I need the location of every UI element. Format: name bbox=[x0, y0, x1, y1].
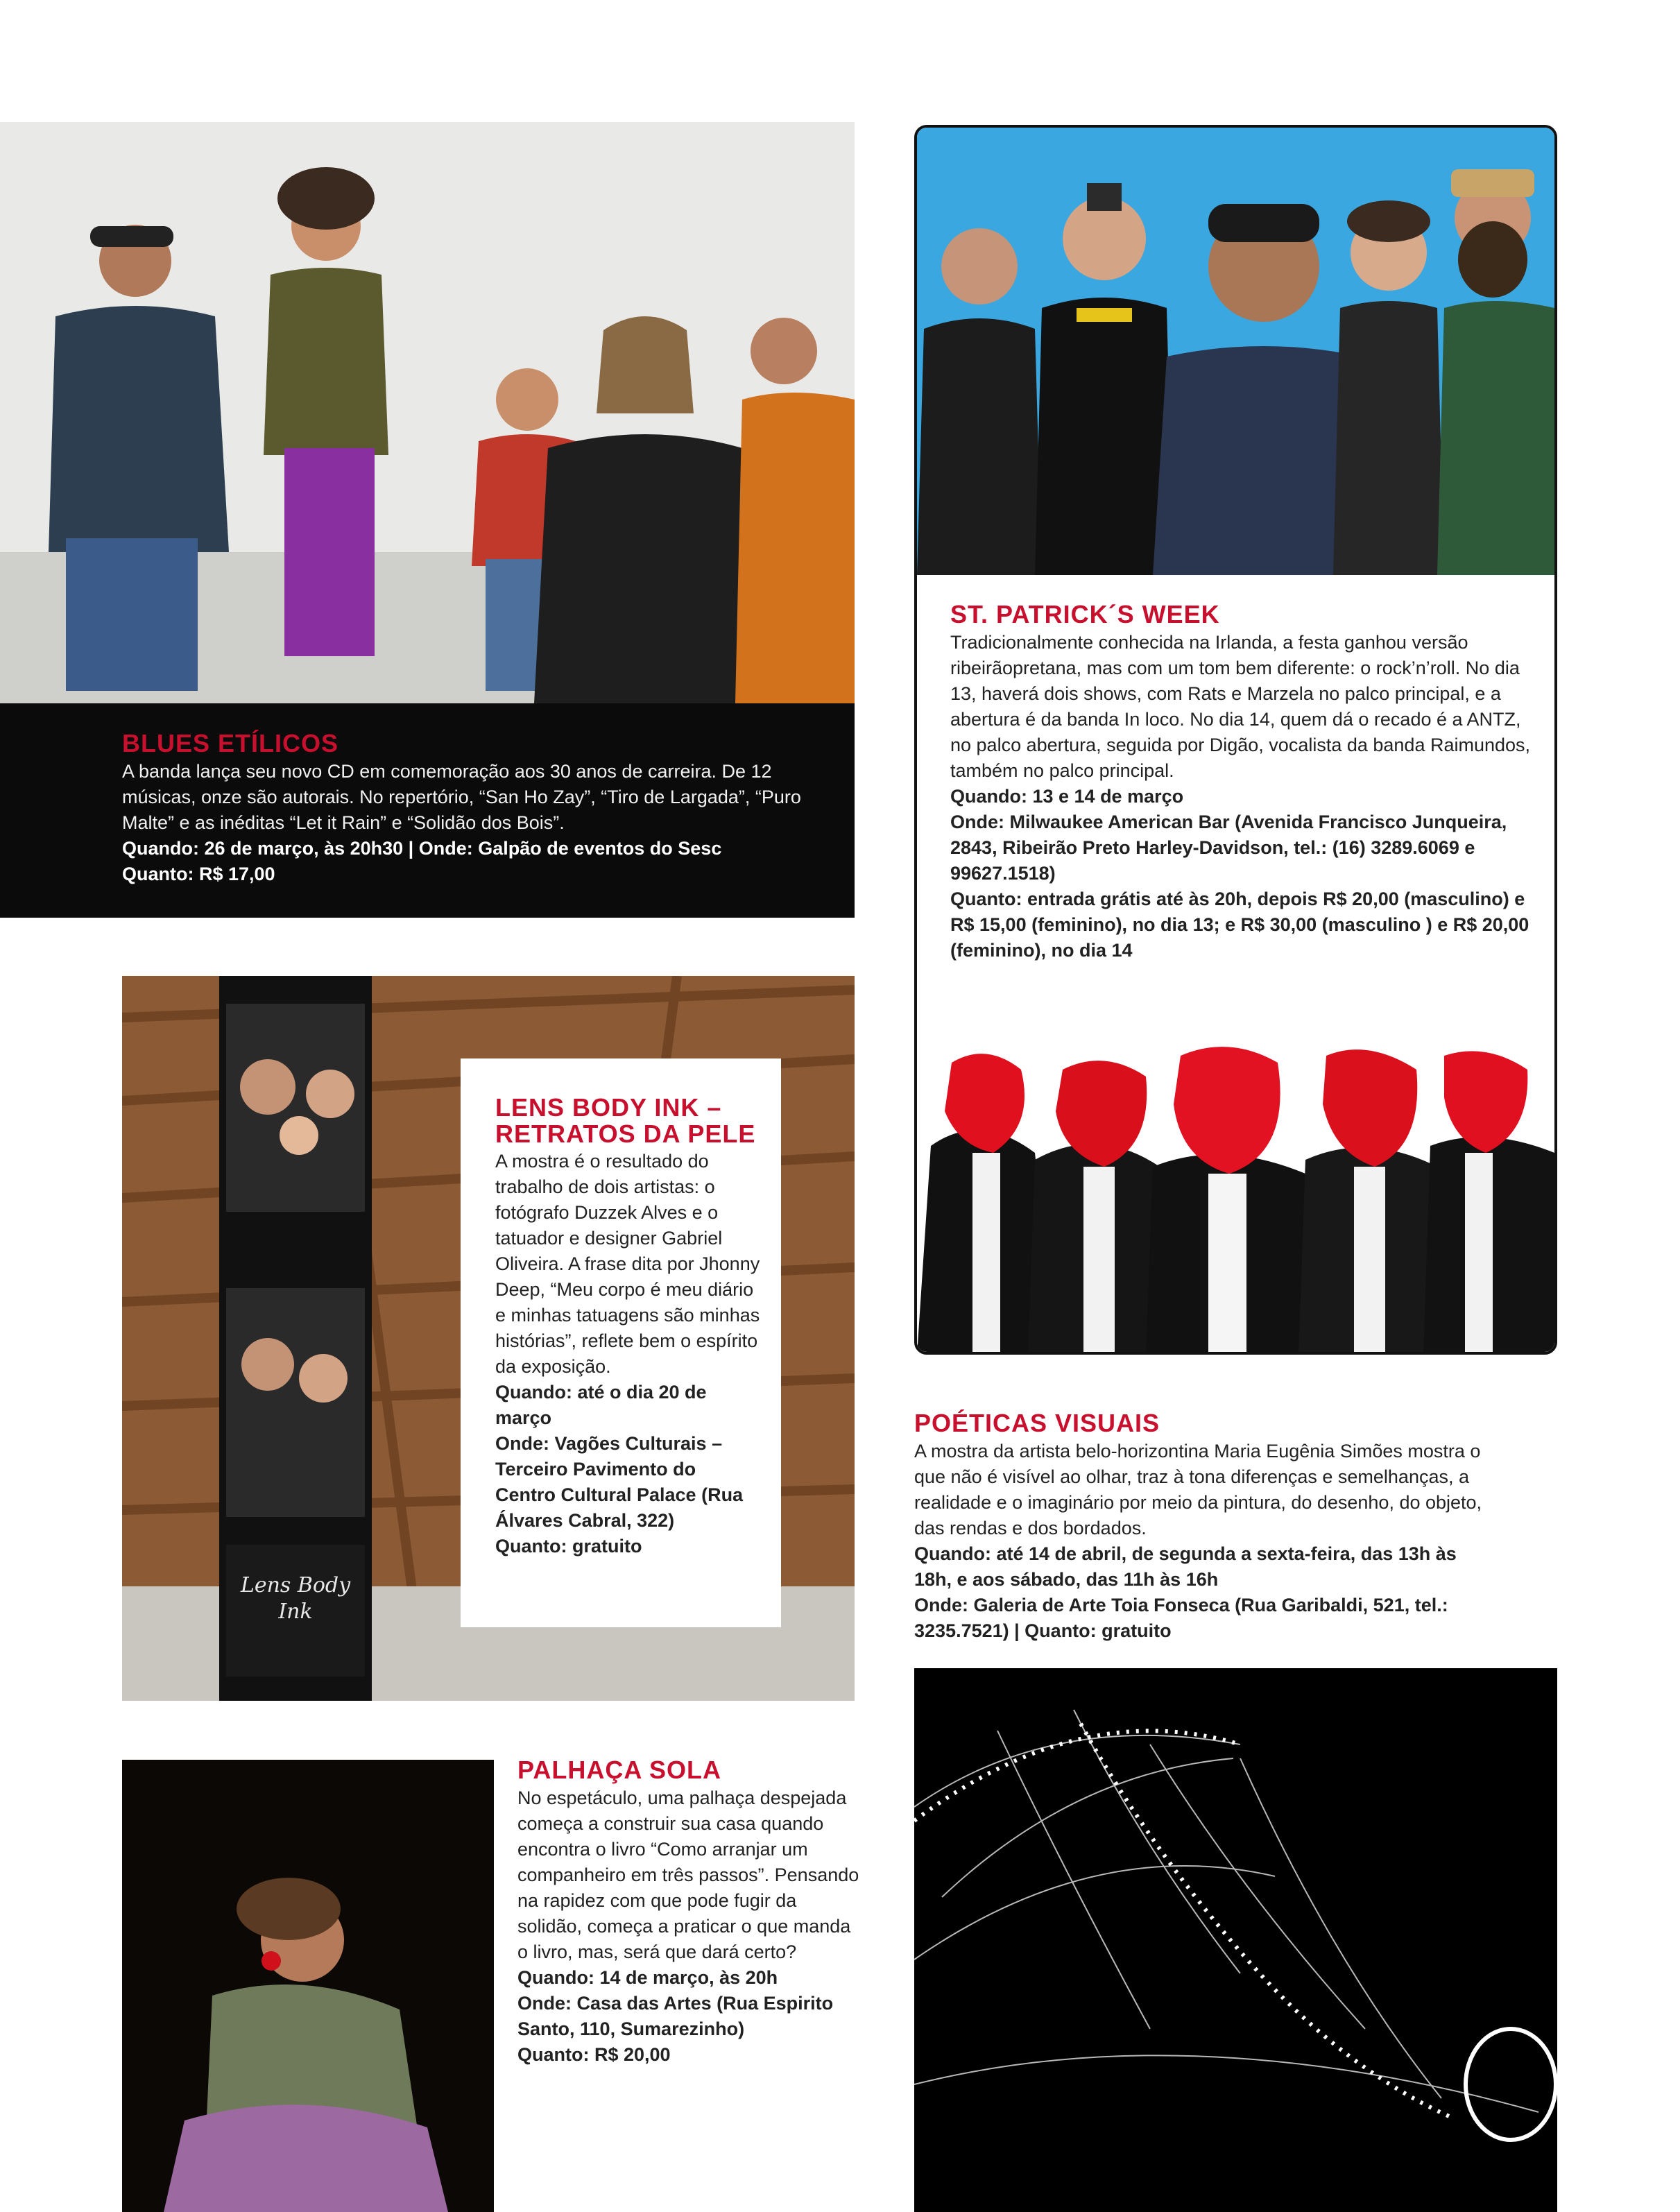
palhaca-sola-price: Quanto: R$ 20,00 bbox=[517, 2044, 671, 2065]
poeticas-visuais-title: POÉTICAS VISUAIS bbox=[914, 1409, 1160, 1437]
blues-etilicos-title: BLUES ETÍLICOS bbox=[122, 729, 339, 757]
st-patricks-price: Quanto: entrada grátis até às 20h, depois R$ 20,00 (masculino) e R$ 15,00 (feminino), no dia 13; e R$ 30,00 (masculino ) e R$ 20,00 (feminino), no dia 14 bbox=[950, 889, 1529, 961]
poeticas-visuais-where: Onde: Galeria de Arte Toia Fonseca (Rua Garibaldi, 521, tel.: 3235.7521) | Quanto: gratuito bbox=[914, 1595, 1448, 1641]
lens-body-ink-where: Onde: Vagões Culturais – Terceiro Pavimento do Centro Cultural Palace (Rua Álvares Cabral, 322) bbox=[495, 1433, 744, 1531]
palhaca-sola-photo bbox=[122, 1760, 494, 2212]
lens-body-ink-when: Quando: até o dia 20 de março bbox=[495, 1382, 707, 1428]
blues-etilicos-photo bbox=[0, 122, 855, 703]
palhaca-sola-text bbox=[517, 1756, 864, 2068]
blues-etilicos-body: A banda lança seu novo CD em comemoração aos 30 anos de carreira. De 12 músicas, onze são autorais. No repertório, “San Ho Zay”, “Tiro de Largada”, “Puro Malte” e as inéditas “Let it Rain” e “Solidão dos Bois”. bbox=[122, 761, 801, 833]
poeticas-visuais-when: Quando: até 14 de abril, de segunda a sexta-feira, das 13h às 18h, e aos sábado, das 11h às 16h bbox=[914, 1543, 1457, 1590]
palhaca-sola-where: Onde: Casa das Artes (Rua Espirito Santo, 110, Sumarezinho) bbox=[517, 1993, 834, 2039]
lens-body-ink-body: A mostra é o resultado do trabalho de dois artistas: o fotógrafo Duzzek Alves e o tatuador e designer Gabriel Oliveira. A frase dita por Jhonny Deep, “Meu corpo é meu diário e minhas tatuagens são minhas histórias”, reflete bem o espírito da exposição. bbox=[495, 1151, 760, 1377]
lens-body-ink-price: Quanto: gratuito bbox=[495, 1536, 642, 1557]
poeticas-visuais-text bbox=[914, 1409, 1483, 1644]
blues-etilicos-price: Quanto: R$ 17,00 bbox=[122, 864, 275, 884]
lens-body-ink-caption bbox=[461, 1058, 781, 1627]
st-patricks-where: Onde: Milwaukee American Bar (Avenida Francisco Junqueira, 2843, Ribeirão Preto Harley-Davidson, tel.: (16) 3289.6069 e 99627.1518) bbox=[950, 812, 1507, 884]
palhaca-sola-title: PALHAÇA SOLA bbox=[517, 1756, 721, 1784]
st-patricks-card bbox=[914, 125, 1557, 1355]
lens-body-ink-banner-logo: Lens Body Ink bbox=[240, 1573, 351, 1624]
blues-etilicos-caption bbox=[0, 703, 855, 918]
lens-body-ink-title: LENS BODY INK – RETRATOS DA PELE bbox=[495, 1093, 756, 1148]
st-patricks-title: ST. PATRICK´S WEEK bbox=[950, 600, 1220, 628]
red-hoods-photo bbox=[917, 1042, 1554, 1355]
st-patricks-body: Tradicionalmente conhecida na Irlanda, a festa ganhou versão ribeirãopretana, mas com um tom bem diferente: o rock’n’roll. No dia 13, haverá dois shows, com Rats e Marzela no palco principal, e a abertura é da banda In loco. No dia 14, quem dá o recado é a ANTZ, no palco abertura, seguida por Digão, vocalista da banda Raimundos, também no palco principal. bbox=[950, 632, 1531, 781]
poeticas-visuais-body: A mostra da artista belo-horizontina Maria Eugênia Simões mostra o que não é visível ao olhar, traz à tona diferenças e semelhanças, a realidade e o imaginário por meio da pintura, do desenho, do objeto, das rendas e dos bordados. bbox=[914, 1441, 1482, 1538]
poeticas-visuais-photo bbox=[914, 1668, 1557, 2212]
palhaca-sola-body: No espetáculo, uma palhaça despejada começa a construir sua casa quando encontra o livro “Como arranjar um companheiro em três passos”. Pensando na rapidez com que pode fugir da solidão, começa a praticar o que manda o livro, mas, será que dará certo? bbox=[517, 1787, 859, 1962]
st-patricks-when: Quando: 13 e 14 de março bbox=[950, 786, 1184, 807]
palhaca-sola-when: Quando: 14 de março, às 20h bbox=[517, 1967, 778, 1988]
st-patricks-photo bbox=[917, 128, 1554, 575]
blues-etilicos-when: Quando: 26 de março, às 20h30 | Onde: Galpão de eventos do Sesc bbox=[122, 838, 722, 859]
